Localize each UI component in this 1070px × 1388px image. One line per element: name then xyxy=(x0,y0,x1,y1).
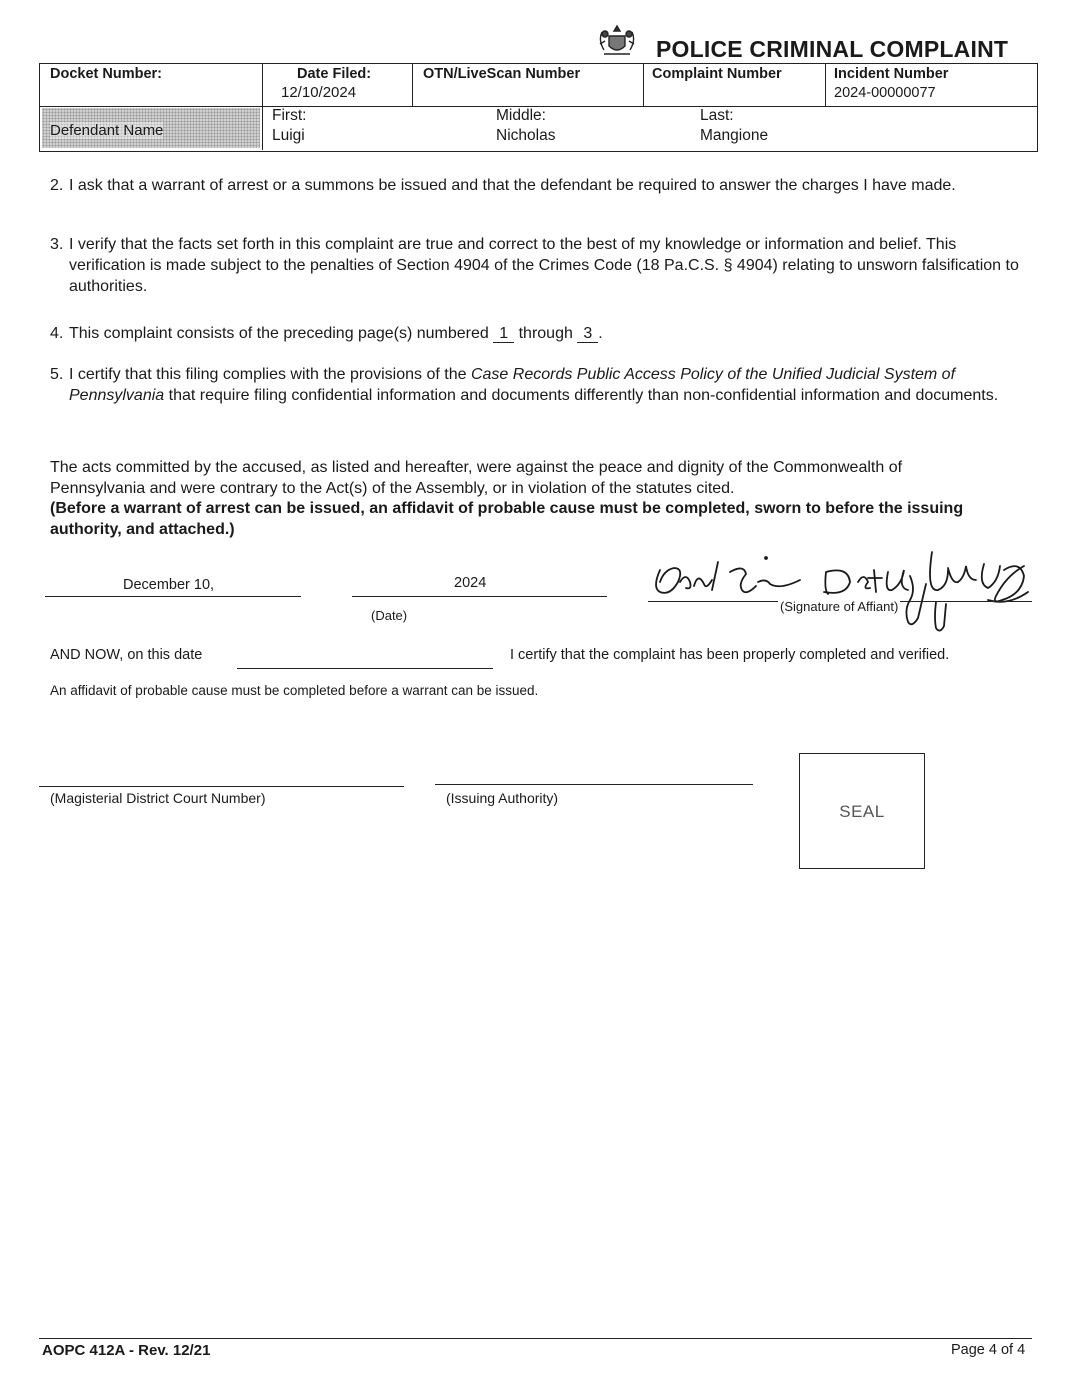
item-text: I verify that the facts set forth in this complaint are true and correct to the best of my knowledge or information and belief. This verification is made subject to the penalties of Section 4904 of the Crimes Code (18 Pa.C.S. § 4904) relating to unsworn falsification to authorities. xyxy=(69,236,1019,295)
item-4 xyxy=(50,323,1030,345)
item-number: 4. xyxy=(50,325,64,342)
signature-caption: (Signature of Affiant) xyxy=(780,599,899,614)
and-now-date-line xyxy=(237,668,493,669)
date-caption: (Date) xyxy=(371,608,408,623)
date-filed-label: Date Filed: xyxy=(297,66,372,82)
case-info-row xyxy=(40,64,1037,107)
item-text-part: I certify that this filing complies with the provisions of the xyxy=(69,366,467,383)
date-month-day: December 10, xyxy=(123,577,215,593)
middle-name-cell xyxy=(486,106,690,150)
item-text: I ask that a warrant of arrest or a summons be issued and that the defendant be required to answer the charges I have made. xyxy=(69,177,956,194)
item-text-part: This complaint consists of the preceding page(s) numbered xyxy=(69,325,489,342)
last-name-label: Last: xyxy=(700,107,734,124)
issuing-authority-caption: (Issuing Authority) xyxy=(446,790,559,806)
statement-bold-text: (Before a warrant of arrest can be issued, an affidavit of probable cause must be completed, sworn to before the issuing authority, and attached.) xyxy=(50,500,964,538)
certify-text: I certify that the complaint has been properly completed and verified. xyxy=(510,647,950,663)
seal-box xyxy=(799,753,925,869)
item-number: 5. xyxy=(50,366,64,383)
and-now-text: AND NOW, on this date xyxy=(50,647,203,663)
incident-number-value: 2024-00000077 xyxy=(834,85,936,101)
otn-label: OTN/LiveScan Number xyxy=(423,66,581,82)
policy-title: Case Records Public Access Policy of the Unified Judicial System of Pennsylvania xyxy=(69,366,956,404)
statement-text: The acts committed by the accused, as listed and hereafter, were against the peace and dignity of the Commonwealth of Pennsylvania and were contrary to the Act(s) of the Assembly, or in violation of the statutes cited. xyxy=(50,459,903,497)
pa-coat-of-arms-icon xyxy=(596,22,638,60)
item-5 xyxy=(50,364,1030,428)
first-name-label: First: xyxy=(272,107,307,124)
last-name-value: Mangione xyxy=(700,127,769,144)
affidavit-note: An affidavit of probable cause must be completed before a warrant can be issued. xyxy=(50,683,539,698)
case-info-table xyxy=(39,63,1038,152)
complaint-number-label: Complaint Number xyxy=(652,66,782,82)
complaint-number-cell xyxy=(643,64,825,106)
seal-label: SEAL xyxy=(839,802,885,821)
item-text xyxy=(69,323,1029,344)
docket-cell xyxy=(40,64,262,106)
page-to-value: 3 xyxy=(577,325,598,343)
defendant-name-shaded-label xyxy=(42,108,260,148)
item-number: 2. xyxy=(50,177,64,194)
item-text-part: that require filing confidential information and documents differently than non-confidential information and documents. xyxy=(168,387,999,404)
otn-cell xyxy=(412,64,643,106)
middle-name-label: Middle: xyxy=(496,107,546,124)
page-number: Page 4 of 4 xyxy=(951,1342,1026,1358)
date-filed-value: 12/10/2024 xyxy=(281,84,357,101)
first-name-cell xyxy=(262,106,486,150)
item-3 xyxy=(50,234,1030,298)
court-number-line xyxy=(39,786,404,787)
item-text xyxy=(69,364,1029,406)
middle-name-value: Nicholas xyxy=(496,127,556,144)
last-name-cell xyxy=(690,106,1036,150)
court-number-caption: (Magisterial District Court Number) xyxy=(50,790,266,806)
docket-label: Docket Number: xyxy=(50,66,162,82)
defendant-name-cell xyxy=(40,106,262,150)
date-year: 2024 xyxy=(454,575,487,591)
issuing-authority-line xyxy=(435,784,753,785)
defendant-name-label: Defendant Name xyxy=(50,122,164,139)
item-text-part: . xyxy=(598,325,603,342)
incident-number-cell xyxy=(825,64,1036,106)
first-name-value: Luigi xyxy=(272,127,305,144)
item-text-part: through xyxy=(518,325,573,342)
date-filed-cell xyxy=(262,64,412,106)
date-line-left xyxy=(45,596,301,597)
page-from-value: 1 xyxy=(493,325,514,343)
defendant-row xyxy=(40,106,1037,150)
item-number: 3. xyxy=(50,236,64,253)
footer-rule xyxy=(39,1338,1032,1339)
item-2 xyxy=(50,175,1030,219)
form-id: AOPC 412A - Rev. 12/21 xyxy=(42,1342,211,1359)
incident-number-label: Incident Number xyxy=(834,66,949,82)
form-title: POLICE CRIMINAL COMPLAINT xyxy=(656,36,1009,62)
date-line-right xyxy=(352,596,607,597)
affiant-signature xyxy=(648,542,1040,634)
